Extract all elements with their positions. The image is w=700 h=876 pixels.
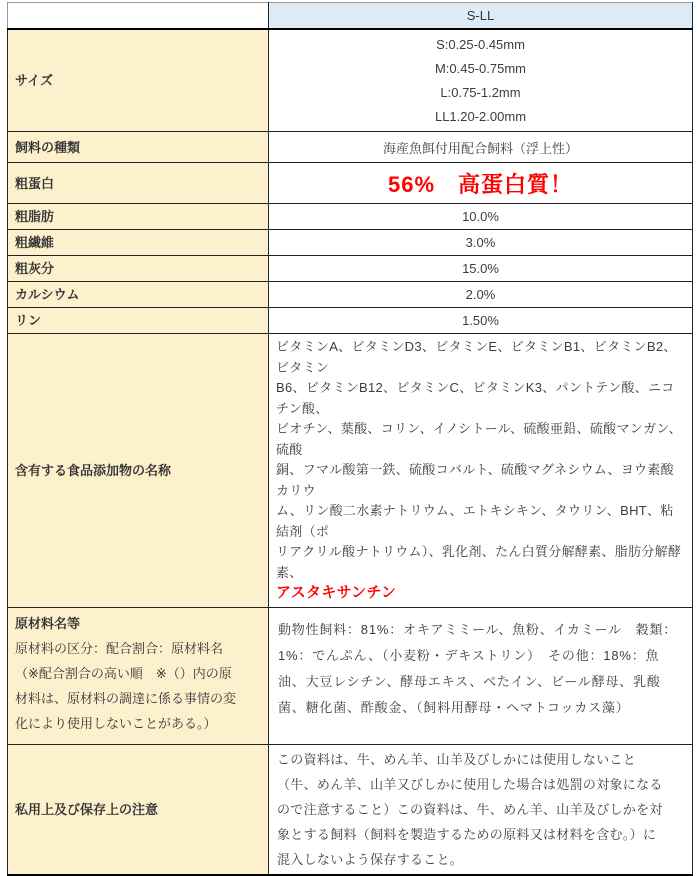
crude-fat-label: 粗脂肪 [8,204,269,230]
feed-type-row [8,132,693,163]
ingredients-label-note: （※配合割合の高い順 ※（）内の原 [15,665,232,681]
size-value [269,29,693,132]
additives-line: B6、ビタミンB12、ビタミンC、ビタミンK3、パントテン酸、ニコチン酸、 [276,380,675,416]
crude-ash-value: 15.0% [269,256,693,282]
crude-fat-value: 10.0% [269,204,693,230]
size-line-s: S:0.25-0.45mm [436,36,525,52]
crude-protein-label: 粗蛋白 [8,163,269,204]
ingredients-row [8,607,693,744]
caution-line: 混入しないよう保存すること。 [277,851,464,867]
additives-line: リアクリル酸ナトリウム）、乳化剤、たん白質分解酵素、脂肪分解酵素、 [276,544,682,580]
ingredients-label [8,607,269,744]
caution-line: （牛、めん羊、山羊又びしかに使用した場合は処罰の対象になる [277,776,663,792]
crude-protein-row [8,163,693,204]
astaxanthin-highlight: アスタキサンチン [276,584,397,601]
caution-line: 象とする飼料（飼料を製造するための原料又は材料を含む。）に [277,826,657,842]
ingredients-label-note: 材料は、原材料の調達に係る事情の変 [15,690,237,706]
size-line-ll: LL1.20-2.00mm [434,108,527,124]
size-line-l: L:0.75-1.2mm [440,84,521,100]
additives-line: 銅、フマル酸第一鉄、硫酸コバルト、硫酸マグネシウム、ヨウ素酸カリウ [276,462,674,498]
feed-type-label: 飼料の種類 [8,132,269,163]
additives-label: 含有する食品添加物の名称 [8,334,269,608]
caution-row [8,744,693,875]
caution-label: 私用上及び保存上の注意 [8,744,269,875]
feed-spec-sheet [7,2,692,876]
header-row [8,3,693,30]
product-size-header: S-LL [269,3,693,30]
crude-fiber-label: 粗繊維 [8,230,269,256]
additives-row [8,334,693,608]
crude-fat-row [8,204,693,230]
caution-line: ので注意すること）この資料は、牛、めん羊、山羊及びしかを対 [277,801,663,817]
phosphorus-label: リン [8,308,269,334]
feed-type-value: 海産魚餌付用配合飼料（浮上性） [269,132,693,163]
additives-line: ビタミンA、ビタミンD3、ビタミンE、ビタミンB1、ビタミンB2、ビタミン [276,339,677,375]
phosphorus-row [8,308,693,334]
calcium-value: 2.0% [269,282,693,308]
ingredients-label-note: 原材料の区分：配合割合：原材料名 [15,640,224,656]
ingredients-line: 1%：でんぷん、（小麦粉・デキストリン） その他：18%：魚 [278,647,660,663]
crude-ash-row [8,256,693,282]
ingredients-line: 菌、糖化菌、酢酸金、（飼料用酵母・ヘマトコッカス藻） [278,699,630,715]
crude-protein-value: 56% 高蛋白質！ [269,163,693,204]
crude-ash-label: 粗灰分 [8,256,269,282]
calcium-label: カルシウム [8,282,269,308]
header-empty-cell [8,3,269,30]
caution-value [269,744,693,875]
caution-line: この資料は、牛、めん羊、山羊及びしかには使用しないこと [277,751,637,767]
size-row [8,29,693,132]
ingredients-line: 油、大豆レシチン、酵母エキス、べたイン、ビール酵母、乳酸 [278,673,661,689]
additives-line: ム、リン酸二水素ナトリウム、エトキシキン、タウリン、BHT、粘結剤（ポ [276,503,674,539]
ingredients-value [269,607,693,744]
ingredients-label-note: 化により使用しないことがある。） [15,715,217,731]
size-label: サイズ [8,29,269,132]
phosphorus-value: 1.50% [269,308,693,334]
crude-fiber-row [8,230,693,256]
additives-line: ビオチン、葉酸、コリン、イノシトール、硫酸亜鉛、硫酸マンガン、硫酸 [276,421,682,457]
ingredients-line: 動物性飼料：81%：オキアミミール、魚粉、イカミール 穀類： [278,621,678,637]
spec-table [7,2,693,876]
additives-value [269,334,693,608]
crude-fiber-value: 3.0% [269,230,693,256]
ingredients-label-title: 原材料名等 [15,615,81,631]
calcium-row [8,282,693,308]
size-line-m: M:0.45-0.75mm [434,60,527,76]
